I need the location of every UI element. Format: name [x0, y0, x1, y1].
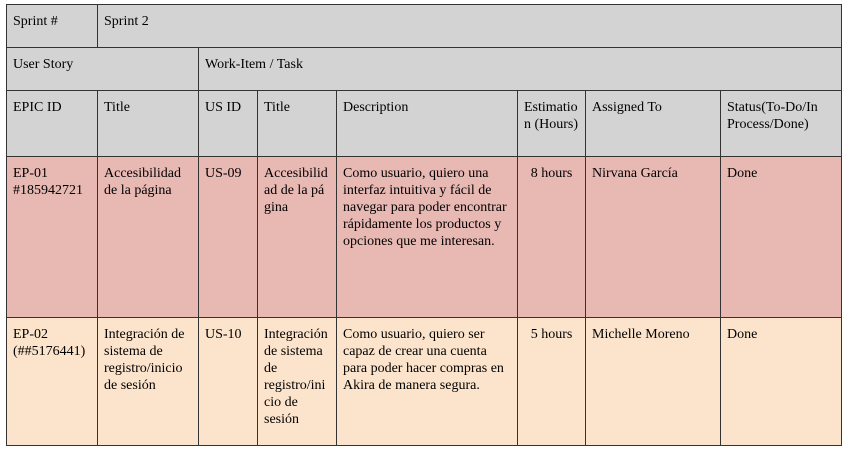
estimation-cell[interactable]: 5 hours [518, 318, 586, 446]
work-item-header: Work-Item / Task [199, 48, 842, 91]
table-row [7, 157, 842, 318]
sprint-label: Sprint # [7, 5, 98, 48]
col-assigned-to: Assigned To [586, 91, 721, 157]
col-task-title: Title [258, 91, 337, 157]
table-row [7, 318, 842, 446]
sprint-row [7, 5, 842, 48]
col-title: Title [98, 91, 199, 157]
col-status: Status(To-Do/In Process/Done) [721, 91, 842, 157]
col-estimation: Estimation (Hours) [518, 91, 586, 157]
description-cell[interactable]: Como usuario, quiero ser capaz de crear una cuenta para poder hacer compras en Akira de manera segura. [337, 318, 518, 446]
sprint-backlog-table [6, 4, 842, 446]
estimation-cell[interactable]: 8 hours [518, 157, 586, 318]
epic-id-cell[interactable]: EP-02 (##5176441) [7, 318, 98, 446]
assigned-to-cell[interactable]: Nirvana García [586, 157, 721, 318]
assigned-to-cell[interactable]: Michelle Moreno [586, 318, 721, 446]
epic-id-cell[interactable]: EP-01 #185942721 [7, 157, 98, 318]
column-header-row [7, 91, 842, 157]
status-cell[interactable]: Done [721, 157, 842, 318]
us-id-cell[interactable]: US-09 [199, 157, 258, 318]
col-description: Description [337, 91, 518, 157]
sprint-value[interactable]: Sprint 2 [98, 5, 842, 48]
task-title-cell[interactable]: Accesibilidad de la página [258, 157, 337, 318]
title-cell[interactable]: Accesibilidad de la página [98, 157, 199, 318]
status-cell[interactable]: Done [721, 318, 842, 446]
title-cell[interactable]: Integración de sistema de registro/inicio de sesión [98, 318, 199, 446]
user-story-header: User Story [7, 48, 199, 91]
section-header-row [7, 48, 842, 91]
col-epic-id: EPIC ID [7, 91, 98, 157]
us-id-cell[interactable]: US-10 [199, 318, 258, 446]
col-us-id: US ID [199, 91, 258, 157]
description-cell[interactable]: Como usuario, quiero una interfaz intuitiva y fácil de navegar para poder encontrar rápidamente los productos y opciones que me interesan. [337, 157, 518, 318]
task-title-cell[interactable]: Integración de sistema de registro/inicio de sesión [258, 318, 337, 446]
